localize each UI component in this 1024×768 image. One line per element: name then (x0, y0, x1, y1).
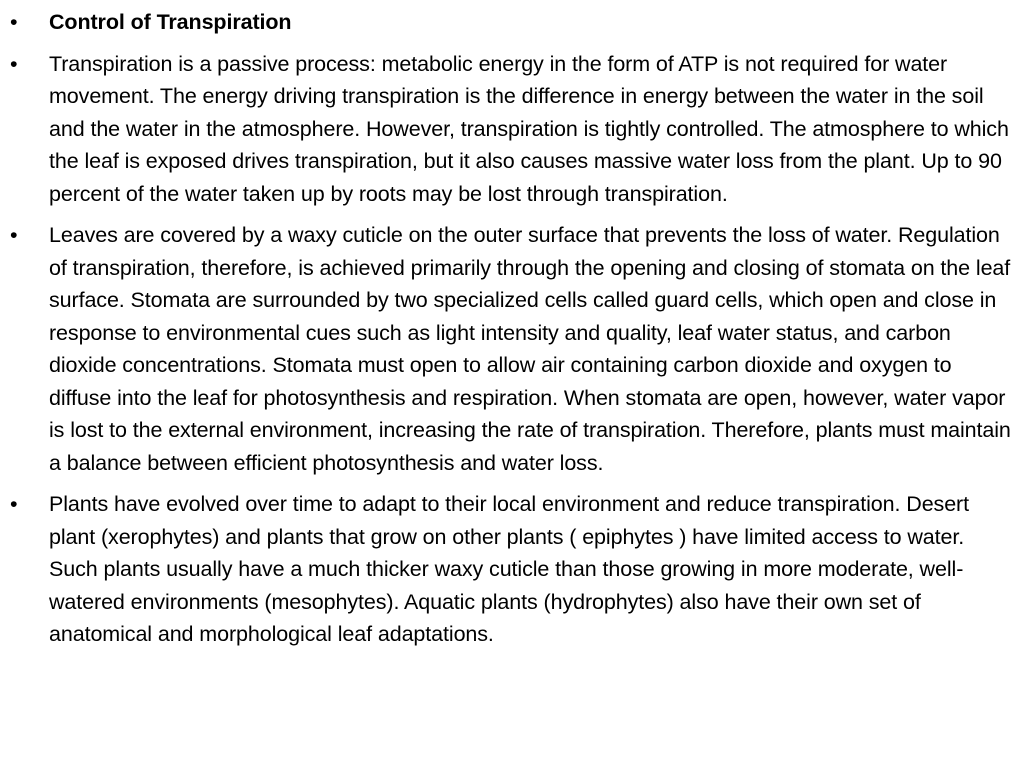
bullet-list (0, 6, 1024, 651)
paragraph-text: Plants have evolved over time to adapt to their local environment and reduce transpiration. Desert plant (xerophytes) and plants that grow on other plants ( epiphytes ) have limited access to water. Such plants usually have a much thicker waxy cuticle than those growing in more moderate, well-watered environments (mesophytes). Aquatic plants (hydrophytes) also have their own set of anatomical and morphological leaf adaptations. (49, 492, 969, 646)
bullet-icon: • (10, 51, 18, 76)
paragraph-text: Transpiration is a passive process: metabolic energy in the form of ATP is not required for water movement. The energy driving transpiration is the difference in energy between the water in the soil and the water in the atmosphere. However, transpiration is tightly controlled. The atmosphere to which the leaf is exposed drives transpiration, but it also causes massive water loss from the plant. Up to 90 percent of the water taken up by roots may be lost through transpiration. (49, 51, 1009, 206)
bullet-icon: • (10, 492, 18, 516)
bullet-icon: • (10, 10, 18, 34)
bullet-heading (0, 6, 1024, 39)
heading-text: Control of Transpiration (49, 10, 292, 34)
bullet-paragraph (0, 48, 1024, 211)
bullet-icon: • (10, 223, 18, 247)
bullet-paragraph (0, 219, 1024, 479)
bullet-paragraph (0, 488, 1024, 651)
paragraph-text: Leaves are covered by a waxy cuticle on the outer surface that prevents the loss of water. Regulation of transpiration, therefore, is achieved primarily through the opening and closing of stomata on the leaf surface. Stomata are surrounded by two specialized cells called guard cells, which open and close in response to environmental cues such as light intensity and quality, leaf water status, and carbon dioxide concentrations. Stomata must open to allow air containing carbon dioxide and oxygen to diffuse into the leaf for photosynthesis and respiration. When stomata are open, however, water vapor is lost to the external environment, increasing the rate of transpiration. Therefore, plants must maintain a balance between efficient photosynthesis and water loss. (49, 223, 1011, 475)
